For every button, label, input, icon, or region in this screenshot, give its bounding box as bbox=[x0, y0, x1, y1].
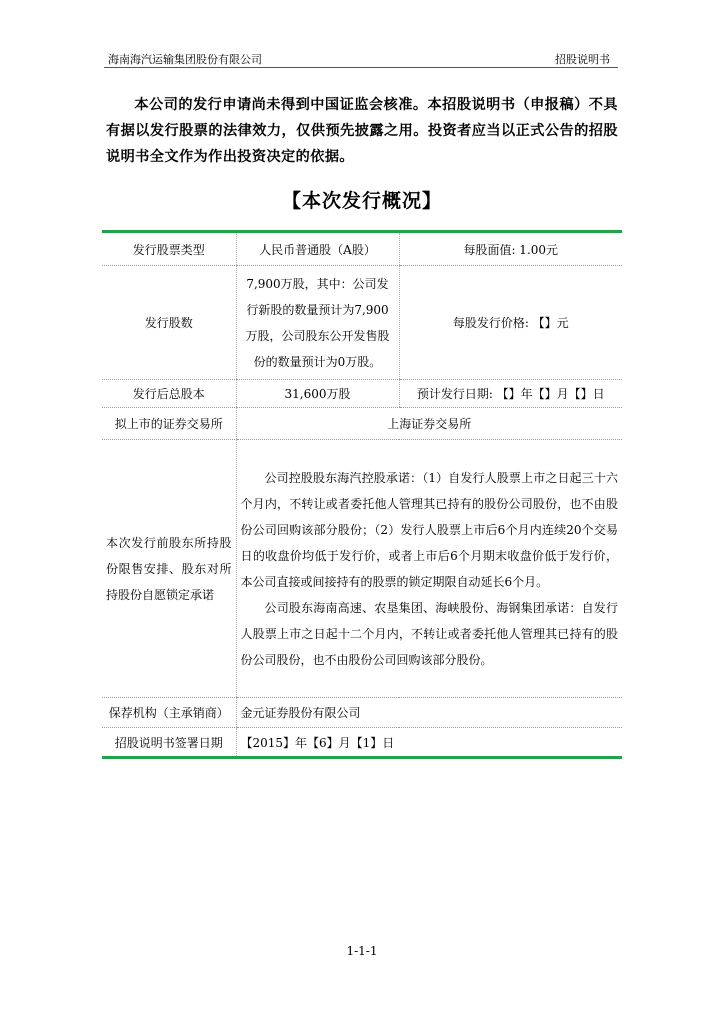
disclaimer-notice bbox=[106, 92, 618, 170]
row-label-sponsor: 保荐机构（主承销商） bbox=[102, 698, 236, 728]
row-label-total-shares: 发行后总股本 bbox=[102, 380, 236, 408]
total-shares-value: 31,600万股 bbox=[236, 380, 399, 408]
row-label-shares-issued: 发行股数 bbox=[102, 266, 236, 380]
row-label-signing-date: 招股说明书签署日期 bbox=[102, 728, 236, 758]
shares-issued-value: 7,900万股，其中：公司发行新股的数量预计为7,900万股，公司股东公开发售股份的数量预计为0万股。 bbox=[236, 266, 399, 380]
lockup-commitments bbox=[236, 440, 622, 698]
table-row bbox=[102, 266, 622, 380]
page-number: 1-1-1 bbox=[346, 944, 378, 958]
sponsor-value: 金元证券股份有限公司 bbox=[236, 698, 622, 728]
exchange-value: 上海证券交易所 bbox=[236, 408, 622, 440]
offering-summary-table bbox=[102, 230, 622, 759]
section-title: 【本次发行概况】 bbox=[281, 190, 442, 212]
controlling-shareholder-commitment: 公司控股股东海汽控股承诺：（1）自发行人股票上市之日起三十六个月内，不转让或者委托他人管理其已持有的股份公司股份，也不由股份公司回购该部分股份；（2）发行人股票上市后6个月内连续20个交易日的收盘价均低于发行价，或者上市后6个月期末收盘价低于发行价，本公司直接或间接持有的股票的锁定期限自动延长6个月。 bbox=[240, 470, 618, 589]
stock-type-value: 人民币普通股（A股） bbox=[236, 232, 399, 266]
page-header bbox=[104, 48, 618, 68]
disclaimer-text: 本公司的发行申请尚未得到中国证监会核准。本招股说明书（申报稿）不具有据以发行股票的法律效力，仅供预先披露之用。投资者应当以正式公告的招股说明书全文作为作出投资决定的依据。 bbox=[106, 97, 618, 165]
issue-price: 每股发行价格: 【】元 bbox=[399, 266, 622, 380]
row-label-exchange: 拟上市的证券交易所 bbox=[102, 408, 236, 440]
row-label-stock-type: 发行股票类型 bbox=[102, 232, 236, 266]
table-row bbox=[102, 380, 622, 408]
par-value: 每股面值: 1.00元 bbox=[399, 232, 622, 266]
header-doc-type: 招股说明书 bbox=[555, 53, 610, 66]
header-rule bbox=[104, 67, 618, 68]
table-row bbox=[102, 408, 622, 440]
expected-issue-date: 预计发行日期: 【】年【】月【】日 bbox=[399, 380, 622, 408]
other-shareholders-commitment: 公司股东海南高速、农垦集团、海峡股份、海钢集团承诺：自发行人股票上市之日起十二个月内，不转让或者委托他人管理其已持有的股份公司股份，也不由股份公司回购该部分股份。 bbox=[240, 600, 618, 667]
table-row bbox=[102, 232, 622, 266]
table-row bbox=[102, 698, 622, 728]
header-company-name: 海南海汽运输集团股份有限公司 bbox=[108, 53, 262, 66]
table-row bbox=[102, 440, 622, 698]
table-row bbox=[102, 728, 622, 758]
signing-date-value: 【2015】年【6】月【1】日 bbox=[236, 728, 622, 758]
row-label-lockup: 本次发行前股东所持股份限售安排、股东对所持股份自愿锁定承诺 bbox=[102, 440, 236, 698]
